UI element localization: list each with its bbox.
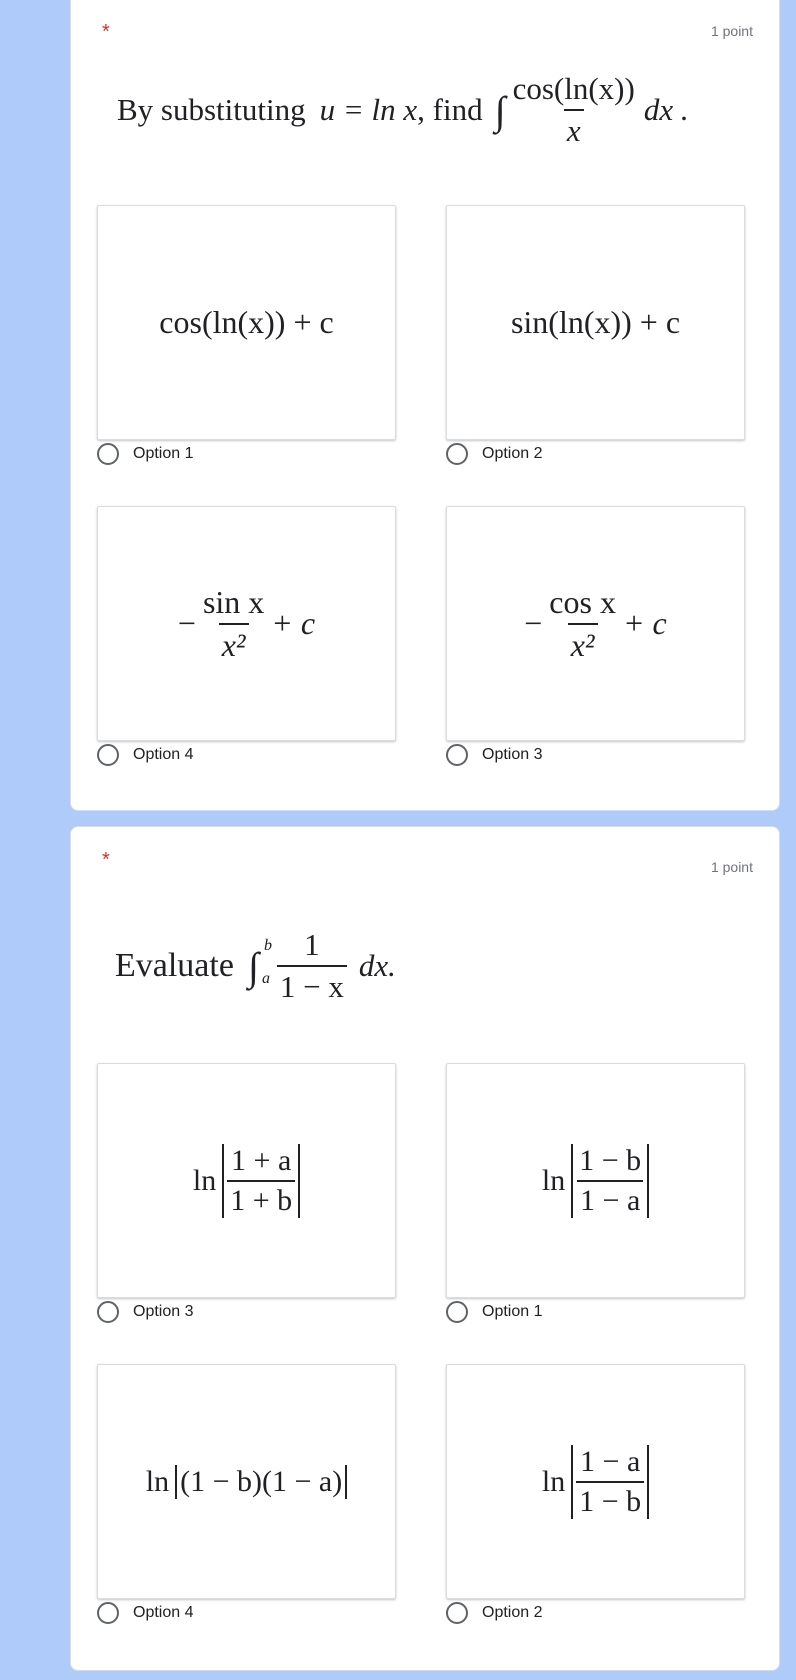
option-fraction — [576, 1144, 644, 1218]
ln-label: ln — [192, 1163, 217, 1197]
option-formula — [193, 1144, 300, 1218]
option-denominator: x² — [568, 623, 598, 664]
required-marker: * — [102, 21, 110, 43]
minus-sign: − — [524, 605, 543, 641]
option-fraction — [576, 1445, 644, 1519]
points-label: 1 point — [710, 23, 753, 39]
radio-circle-icon[interactable] — [446, 443, 468, 465]
option-image-4[interactable] — [446, 1364, 745, 1599]
option-radio-4[interactable] — [446, 744, 542, 766]
option-radio-3[interactable] — [97, 744, 193, 766]
ln-label: ln — [541, 1163, 566, 1197]
option-numerator: 1 − b — [579, 1143, 642, 1177]
radio-circle-icon[interactable] — [97, 1301, 119, 1323]
radio-circle-icon[interactable] — [446, 1602, 468, 1624]
prompt-denominator: 1 − x — [277, 965, 347, 1005]
option-formula — [178, 584, 315, 664]
option-formula — [146, 1465, 347, 1499]
option-label: Option 1 — [133, 445, 194, 462]
option-label: Option 2 — [482, 1604, 543, 1621]
option-formula: cos(ln(x)) + c — [159, 304, 334, 340]
option-radio-2[interactable] — [446, 443, 542, 465]
option-label: Option 2 — [482, 445, 543, 462]
prompt-fraction — [277, 927, 347, 1005]
option-radio-4[interactable] — [446, 1602, 542, 1624]
option-label: Option 3 — [133, 1303, 194, 1320]
prompt-substitution: u = ln x — [319, 92, 418, 127]
option-numerator: sin x — [202, 583, 265, 620]
option-label: Option 3 — [482, 746, 543, 763]
prompt-numerator: 1 — [304, 927, 320, 962]
option-numerator: 1 − a — [580, 1444, 641, 1478]
minus-sign: − — [177, 605, 196, 641]
ln-label: ln — [541, 1464, 566, 1498]
prompt-fraction — [510, 71, 638, 149]
radio-circle-icon[interactable] — [97, 744, 119, 766]
option-formula — [542, 1144, 649, 1218]
abs-bars — [175, 1465, 347, 1499]
option-denominator: x² — [219, 623, 249, 664]
radio-circle-icon[interactable] — [446, 744, 468, 766]
option-tail: + c — [271, 605, 316, 641]
option-formula: sin(ln(x)) + c — [510, 304, 681, 340]
prompt-dx: dx. — [358, 948, 396, 983]
integral-sign: ∫ — [494, 87, 506, 133]
option-formula — [524, 584, 667, 664]
option-radio-1[interactable] — [97, 443, 193, 465]
radio-circle-icon[interactable] — [446, 1301, 468, 1323]
prompt-dx: dx . — [643, 92, 689, 127]
option-numerator: cos x — [549, 583, 616, 620]
option-label: Option 4 — [133, 746, 194, 763]
required-marker: * — [102, 849, 110, 871]
prompt-text: By substituting — [117, 92, 306, 127]
prompt-text: Evaluate — [115, 947, 234, 984]
question-card-1 — [70, 0, 780, 811]
abs-bars — [571, 1144, 649, 1218]
option-image-4[interactable] — [446, 506, 745, 741]
prompt-numerator: cos(ln(x)) — [512, 71, 635, 106]
option-label: Option 1 — [482, 1303, 543, 1320]
radio-circle-icon[interactable] — [97, 443, 119, 465]
option-image-3[interactable] — [97, 506, 396, 741]
option-image-1[interactable] — [97, 1063, 396, 1298]
option-formula — [542, 1445, 649, 1519]
lower-limit: a — [261, 969, 270, 987]
option-fraction — [227, 1144, 295, 1218]
option-image-1[interactable] — [97, 205, 396, 440]
option-fraction — [200, 584, 267, 664]
option-label: Option 4 — [133, 1604, 194, 1621]
abs-bars — [222, 1144, 300, 1218]
question-prompt — [115, 927, 396, 1005]
points-label: 1 point — [710, 859, 753, 875]
abs-bars — [571, 1445, 649, 1519]
option-image-2[interactable] — [446, 205, 745, 440]
option-image-3[interactable] — [97, 1364, 396, 1599]
option-product: (1 − b)(1 − a) — [180, 1464, 343, 1498]
radio-circle-icon[interactable] — [97, 1602, 119, 1624]
option-radio-1[interactable] — [97, 1301, 193, 1323]
question-prompt — [117, 71, 689, 149]
prompt-find: , find — [417, 92, 483, 127]
option-fraction — [546, 584, 619, 664]
option-tail: + c — [622, 605, 667, 641]
option-radio-2[interactable] — [446, 1301, 542, 1323]
integral-sign: ∫ b a — [247, 936, 272, 989]
option-radio-3[interactable] — [97, 1602, 193, 1624]
option-numerator: 1 + a — [231, 1143, 292, 1177]
upper-limit: b — [263, 936, 272, 954]
prompt-denominator: x — [564, 109, 584, 149]
option-denominator: 1 − b — [576, 1481, 644, 1519]
option-image-2[interactable] — [446, 1063, 745, 1298]
ln-label: ln — [145, 1464, 170, 1498]
option-denominator: 1 − a — [577, 1180, 643, 1218]
question-card-2 — [70, 826, 780, 1671]
option-denominator: 1 + b — [227, 1180, 295, 1218]
